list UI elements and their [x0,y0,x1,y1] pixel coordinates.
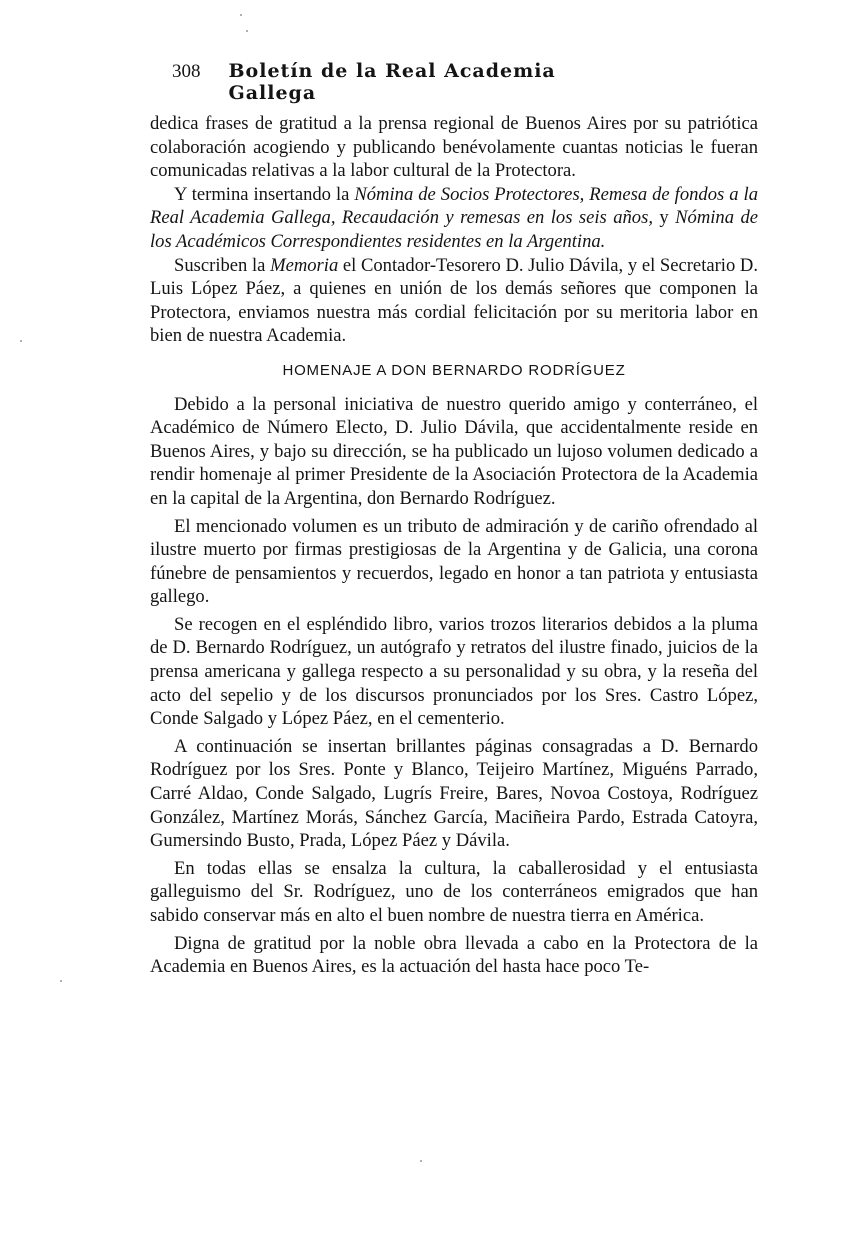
italic-title-run: Nómina de los Académicos Correspondientes residentes en la Argentina. [150,207,759,252]
text-run: Y termina insertando la [174,183,355,205]
body-text [150,112,758,979]
section-heading: HOMENAJE A DON BERNARDO RODRÍGUEZ [282,361,626,379]
italic-title-run: Nómina de Socios Protectores, Remesa de fondos a la Real Academia Gallega, Recaudación y remesas en los seis años, [150,183,758,229]
section-paragraph: Se recogen en el espléndido libro, varios trozos literarios debidos a la pluma de D. Bernardo Rodríguez, un autógrafo y retratos del ilustre finado, juicios de la prensa americana y gallega respecto a su personalidad y su obra, y la reseña del acto del sepelio y de los discursos pronunciados por los Sres. Castro López, Conde Salgado y López Páez, en el cementerio. [150,613,758,730]
scan-speck [240,14,242,16]
paragraph-nomina [150,183,758,254]
paragraph-continued: dedica frases de gratitud a la prensa regional de Buenos Aires por su patriótica colaboración acogiendo y publicando benévolamente cuantas noticias le fueran comunicadas relativas a la labor cultural de la Protectora. [150,113,758,182]
running-title: Boletín de la Real Academia Gallega [228,60,556,104]
scan-speck [420,1160,422,1162]
scan-speck [246,30,248,32]
italic-title-run: Memoria [270,254,339,276]
section-paragraph: Digna de gratitud por la noble obra llevada a cabo en la Protectora de la Academia en Buenos Aires, es la actuación del hasta hace poco Te- [150,932,758,978]
section-paragraph: En todas ellas se ensalza la cultura, la caballerosidad y el entusiasta galleguismo del Sr. Rodríguez, uno de los conterráneos emigrados que han sabido conservar más en alto el buen nombre de nuestra tierra en América. [150,857,758,926]
text-run: el Contador-Tesorero D. Julio Dávila, y el Secretario D. Luis López Páez, a quienes en unión de los demás señores que componen la Protectora, enviamos nuestra más cordial felicitación por su meritoria labor en bien de nuestra Academia. [150,254,758,347]
scan-speck [20,340,22,342]
section-paragraph: Debido a la personal iniciativa de nuestro querido amigo y conterráneo, el Académico de Número Electo, D. Julio Dávila, que accidentalmente reside en Buenos Aires, y bajo su dirección, se ha publicado un lujoso volumen dedicado a rendir homenaje al primer Presidente de la Asociación Protectora de la Academia en la capital de la Argentina, don Bernardo Rodríguez. [150,393,758,509]
text-run: y [652,207,676,229]
section-paragraph: El mencionado volumen es un tributo de admiración y de cariño ofrendado al ilustre muerto por firmas prestigiosas de la Argentina y de Galicia, una corona fúnebre de pensamientos y recuerdos, legado en honor a tan patriota y entusiasta gallego. [150,515,758,608]
page-number: 308 [172,61,201,82]
page-header [172,60,632,104]
scan-speck [60,980,62,982]
text-run: Suscriben la [174,254,271,276]
paragraph-suscriben [150,254,758,348]
section-paragraph: A continuación se insertan brillantes páginas consagradas a D. Bernardo Rodríguez por los Sres. Ponte y Blanco, Teijeiro Martínez, Miguéns Parrado, Carré Aldao, Conde Salgado, Lugrís Freire, Bares, Novoa Costoya, Rodríguez González, Martínez Morás, Sánchez García, Maciñeira Pardo, Estrada Catoyra, Gumersindo Busto, Prada, López Páez y Dávila. [150,735,758,852]
